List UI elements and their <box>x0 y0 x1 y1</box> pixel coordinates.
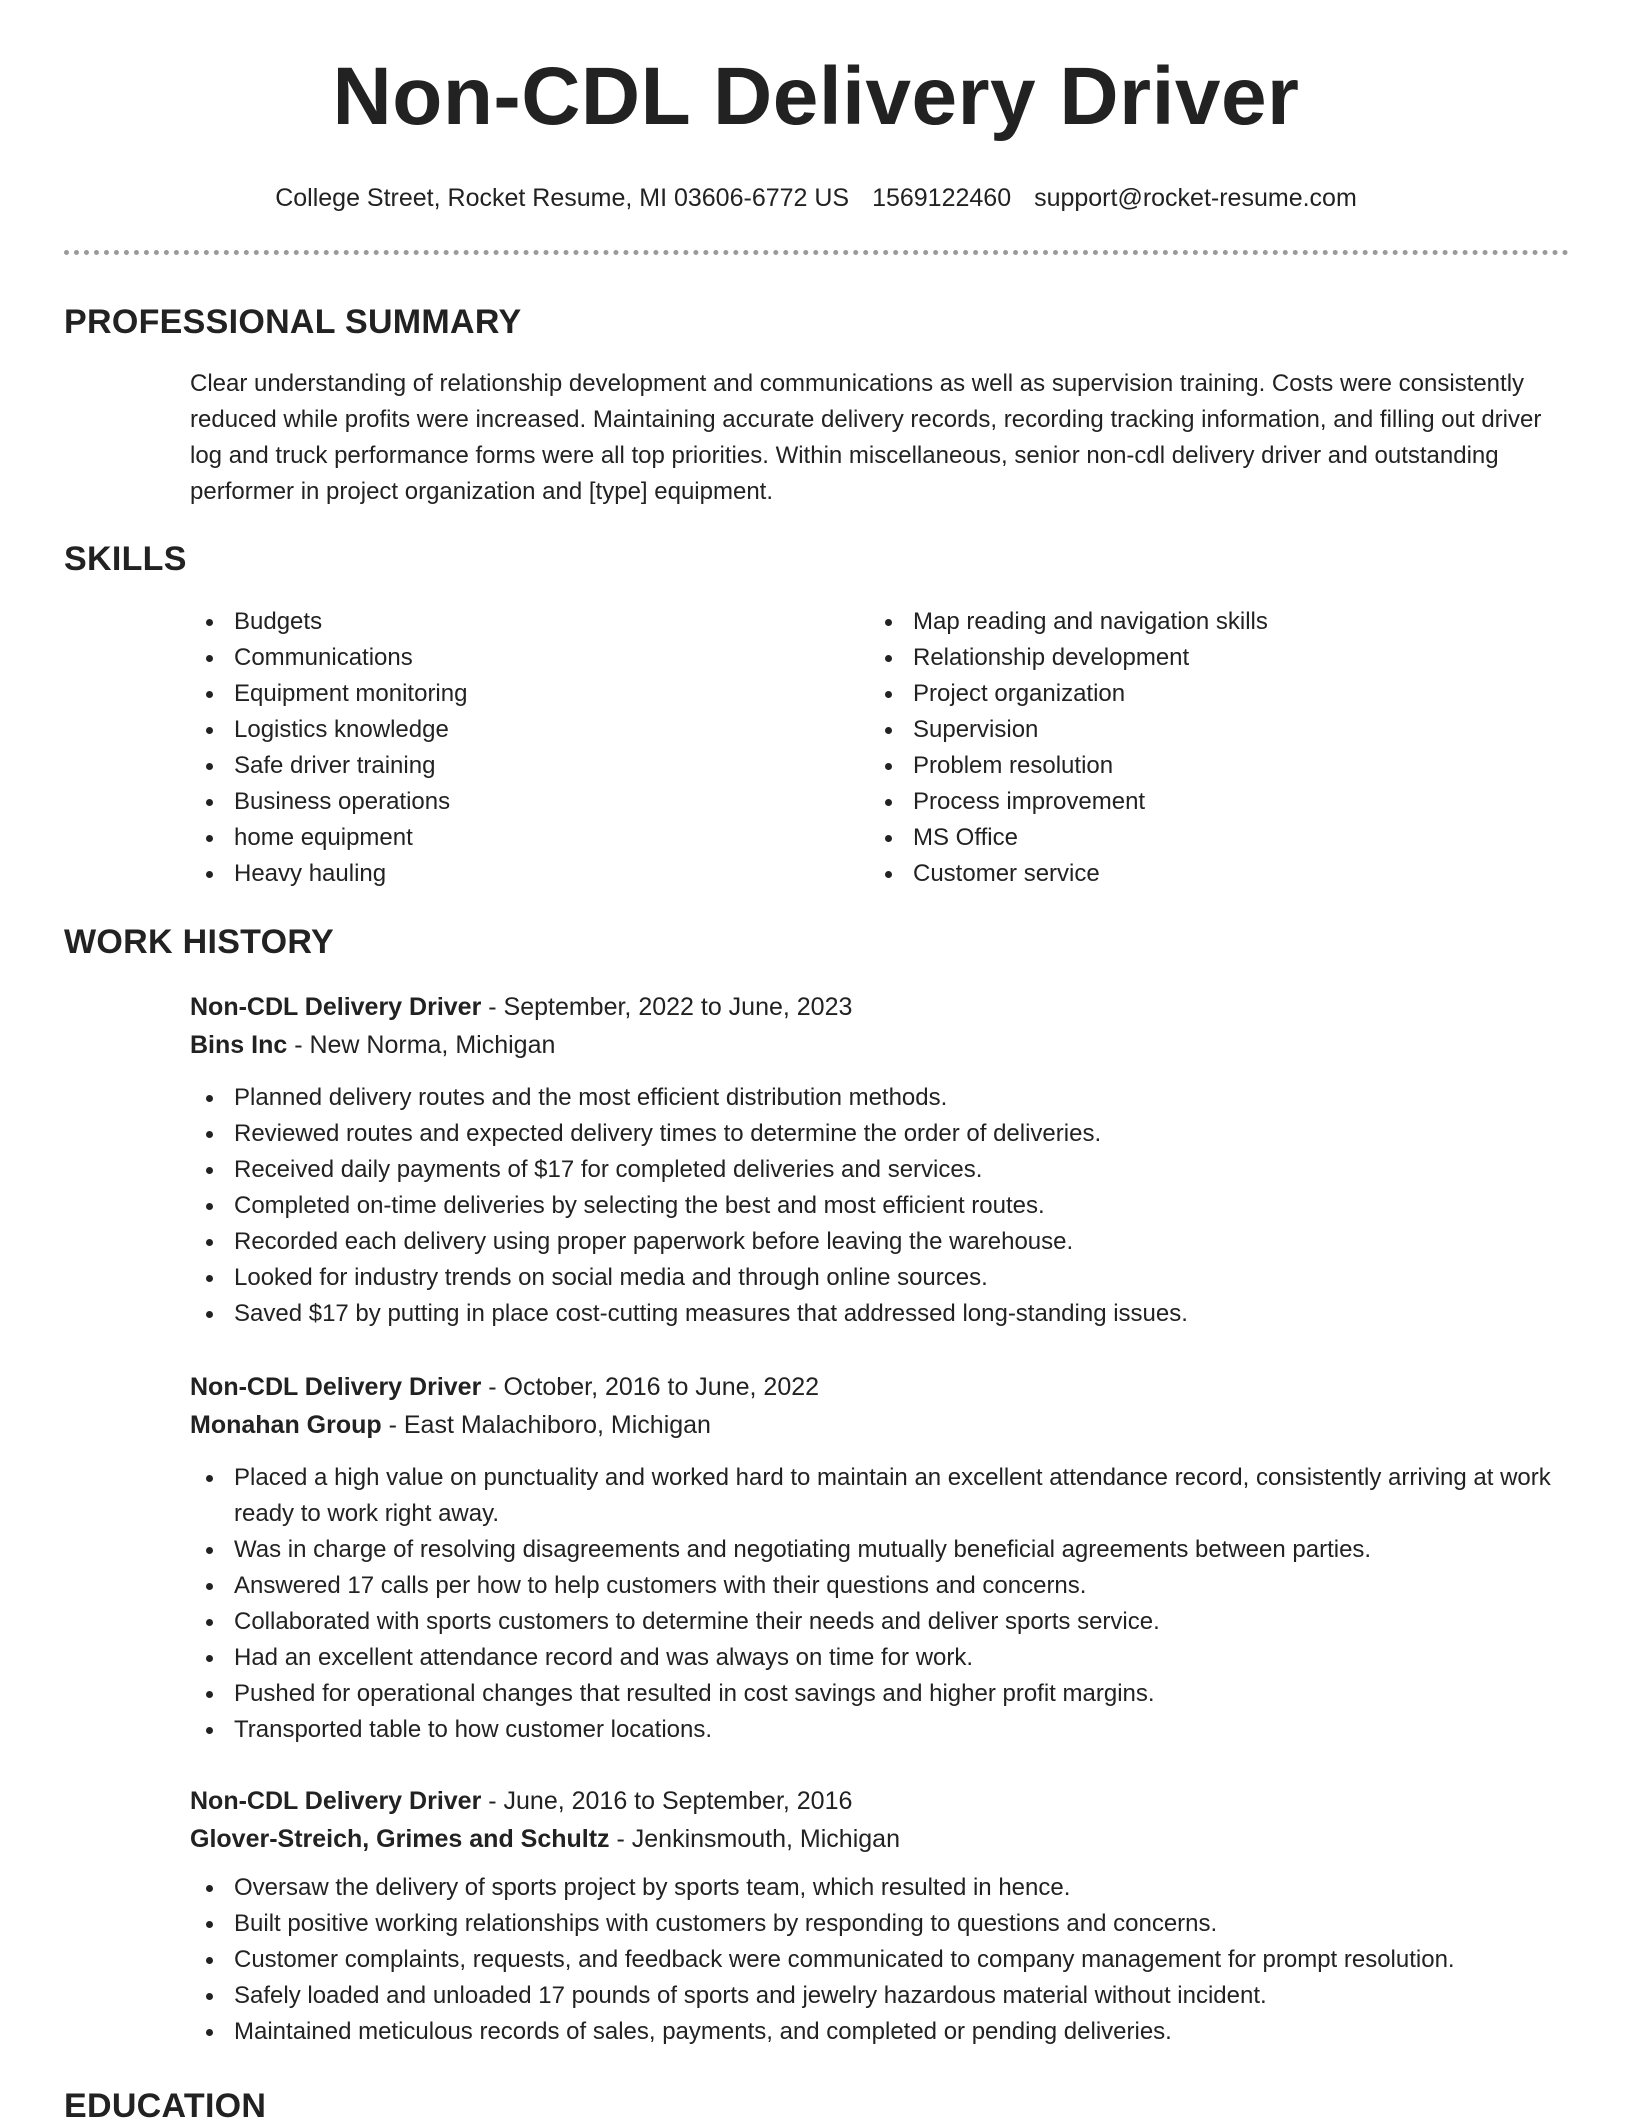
job-company-line <box>190 1026 1580 1064</box>
skills-list-left <box>190 604 850 892</box>
contact-phone: 1569122460 <box>872 184 1012 212</box>
job-title: Non-CDL Delivery Driver <box>190 1787 482 1815</box>
job-bullet: Maintained meticulous records of sales, payments, and completed or pending deliveries. <box>190 2014 1580 2050</box>
section-title-summary: PROFESSIONAL SUMMARY <box>64 303 522 341</box>
skill-item: Process improvement <box>869 784 1529 820</box>
header-divider <box>64 250 1569 255</box>
skill-item: Problem resolution <box>869 748 1529 784</box>
skill-item: Customer service <box>869 856 1529 892</box>
section-title-education: EDUCATION <box>64 2087 267 2125</box>
job-title-line <box>190 988 1580 1026</box>
job-location: - New Norma, Michigan <box>287 1031 556 1059</box>
job-bullets <box>190 1080 1580 1332</box>
job-company: Bins Inc <box>190 1031 288 1059</box>
contact-line <box>0 182 1632 214</box>
skill-item: Communications <box>190 640 850 676</box>
contact-email: support@rocket-resume.com <box>1034 184 1357 212</box>
skill-item: Heavy hauling <box>190 856 850 892</box>
job-bullet: Placed a high value on punctuality and worked hard to maintain an excellent attendance record, consistently arriving at work ready to work right away. <box>190 1460 1580 1532</box>
job-bullet: Answered 17 calls per how to help customers with their questions and concerns. <box>190 1568 1580 1604</box>
job-bullet: Built positive working relationships with customers by responding to questions and concerns. <box>190 1906 1580 1942</box>
job-bullet: Collaborated with sports customers to determine their needs and deliver sports service. <box>190 1604 1580 1640</box>
job-bullets <box>190 1460 1580 1748</box>
summary-text: Clear understanding of relationship development and communications as well as supervision training. Costs were consistently reduced while profits were increased. Maintaining accurate delivery records, recording tracking information, and filling out driver log and truck performance forms were all top priorities. Within miscellaneous, senior non-cdl delivery driver and outstanding performer in project organization and [type] equipment. <box>190 370 1542 505</box>
job-dates: - October, 2016 to June, 2022 <box>481 1373 820 1401</box>
skill-item: Business operations <box>190 784 850 820</box>
job-bullet: Saved $17 by putting in place cost-cutting measures that addressed long-standing issues. <box>190 1296 1580 1332</box>
job-bullet: Pushed for operational changes that resulted in cost savings and higher profit margins. <box>190 1676 1580 1712</box>
skill-item: Map reading and navigation skills <box>869 604 1529 640</box>
job-title-line <box>190 1368 1580 1406</box>
skill-item: home equipment <box>190 820 850 856</box>
skill-item: Equipment monitoring <box>190 676 850 712</box>
job-company: Glover-Streich, Grimes and Schultz <box>190 1825 610 1853</box>
job-bullet: Reviewed routes and expected delivery times to determine the order of deliveries. <box>190 1116 1580 1152</box>
job-entry <box>190 1368 1580 1748</box>
job-bullets <box>190 1870 1580 2050</box>
job-bullet: Received daily payments of $17 for completed deliveries and services. <box>190 1152 1580 1188</box>
job-entry <box>190 1782 1580 2050</box>
job-title-line <box>190 1782 1580 1820</box>
job-bullet: Was in charge of resolving disagreements and negotiating mutually beneficial agreements between parties. <box>190 1532 1580 1568</box>
job-company: Monahan Group <box>190 1411 382 1439</box>
skill-item: Logistics knowledge <box>190 712 850 748</box>
job-bullet: Customer complaints, requests, and feedback were communicated to company management for prompt resolution. <box>190 1942 1580 1978</box>
job-title: Non-CDL Delivery Driver <box>190 993 482 1021</box>
section-title-skills: SKILLS <box>64 540 187 578</box>
job-bullet: Safely loaded and unloaded 17 pounds of sports and jewelry hazardous material without incident. <box>190 1978 1580 2014</box>
job-entry <box>190 988 1580 1332</box>
job-bullet: Transported table to how customer locations. <box>190 1712 1580 1748</box>
skills-list-right <box>869 604 1529 892</box>
job-bullet: Planned delivery routes and the most efficient distribution methods. <box>190 1080 1580 1116</box>
job-dates: - September, 2022 to June, 2023 <box>481 993 853 1021</box>
job-location: - Jenkinsmouth, Michigan <box>609 1825 900 1853</box>
job-bullet: Recorded each delivery using proper paperwork before leaving the warehouse. <box>190 1224 1580 1260</box>
job-title: Non-CDL Delivery Driver <box>190 1373 482 1401</box>
job-bullet: Oversaw the delivery of sports project by sports team, which resulted in hence. <box>190 1870 1580 1906</box>
job-dates: - June, 2016 to September, 2016 <box>481 1787 853 1815</box>
candidate-name: Non-CDL Delivery Driver <box>332 51 1300 142</box>
skill-item: Supervision <box>869 712 1529 748</box>
section-title-work-history: WORK HISTORY <box>64 923 334 961</box>
contact-address: College Street, Rocket Resume, MI 03606-6772 US <box>275 184 850 212</box>
skill-item: Safe driver training <box>190 748 850 784</box>
job-location: - East Malachiboro, Michigan <box>381 1411 711 1439</box>
job-company-line <box>190 1406 1580 1444</box>
job-bullet: Completed on-time deliveries by selecting the best and most efficient routes. <box>190 1188 1580 1224</box>
skill-item: MS Office <box>869 820 1529 856</box>
skill-item: Budgets <box>190 604 850 640</box>
job-bullet: Looked for industry trends on social media and through online sources. <box>190 1260 1580 1296</box>
job-bullet: Had an excellent attendance record and was always on time for work. <box>190 1640 1580 1676</box>
skill-item: Relationship development <box>869 640 1529 676</box>
job-company-line <box>190 1820 1580 1858</box>
skill-item: Project organization <box>869 676 1529 712</box>
